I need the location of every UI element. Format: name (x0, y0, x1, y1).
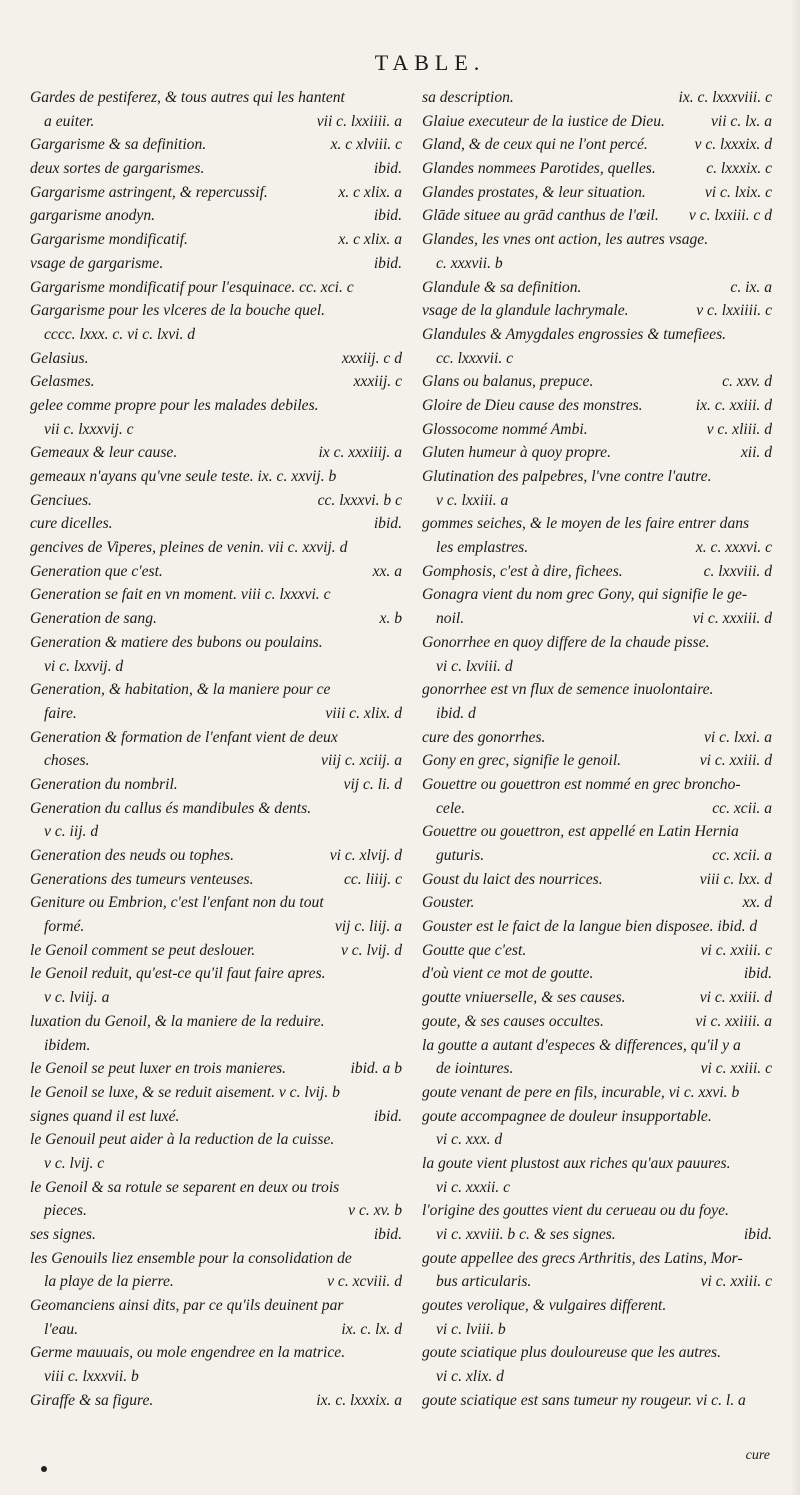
index-entry-reference: vii c. lxxiiii. a (316, 112, 402, 130)
index-entry-text: de iointures. (436, 1060, 514, 1078)
index-entry-reference: v c. xv. b (348, 1202, 402, 1220)
index-entry-reference: x. c xlix. a (338, 183, 402, 201)
index-entry (422, 749, 772, 773)
index-entry (422, 655, 772, 679)
index-entry-text: Goust du laict des nourrices. (422, 870, 603, 888)
index-entry-text: gencives de Viperes, pleines de venin. vii c. xxvij. d (30, 539, 348, 557)
index-entry-text: c. xxxvii. b (436, 254, 503, 272)
index-entry-reference: v c. lxxxix. d (694, 136, 772, 154)
index-entry (422, 110, 772, 134)
index-entry-text: faire. (44, 704, 77, 722)
index-entry-text: Gargarisme astringent, & repercussif. (30, 183, 268, 201)
index-entry-text: Gouettre ou gouettron, est appellé en Latin Hernia (422, 823, 739, 841)
index-entry-text: Geniture ou Embrion, c'est l'enfant non du tout (30, 894, 324, 912)
index-entry-text: Gouster est le faict de la langue bien disposee. ibid. d (422, 918, 758, 936)
index-entry (422, 820, 772, 844)
index-entry-text: Gomphosis, c'est à dire, fichees. (422, 562, 623, 580)
index-entry-reference: ix c. xxxiiij. a (318, 444, 402, 462)
index-entry-reference: vi c. lxxi. a (704, 728, 772, 746)
index-entry-text: luxation du Genoil, & la maniere de la reduire. (30, 1012, 325, 1030)
index-entry-text: vi c. lxxvij. d (44, 657, 124, 675)
index-entry (30, 276, 402, 300)
index-entry (422, 797, 772, 821)
index-entry-text: Gouster. (422, 894, 475, 912)
index-entry-text: Glaiue executeur de la iustice de Dieu. (422, 112, 665, 130)
index-entry-text: vi c. xxviii. b c. & ses signes. (436, 1226, 616, 1243)
index-entry-text: Generations des tumeurs venteuses. (30, 870, 254, 888)
index-entry (422, 939, 772, 963)
index-entry (422, 1081, 772, 1105)
index-entry (422, 536, 772, 560)
index-entry (422, 347, 772, 371)
index-entry (422, 1152, 772, 1176)
index-entry (422, 915, 772, 939)
index-entry (30, 252, 402, 276)
index-entry (422, 441, 772, 465)
index-entry-reference: x. c. xxxvi. c (695, 539, 772, 557)
index-entry-text: ses signes. (30, 1226, 96, 1243)
index-entry-text: guturis. (436, 847, 485, 864)
index-entry-text: vi c. xxxii. c (436, 1178, 511, 1196)
index-entry (422, 1318, 772, 1342)
index-entry (422, 726, 772, 750)
index-entry-reference: c. ix. a (730, 278, 772, 296)
index-entry (30, 1223, 402, 1247)
index-entry (422, 133, 772, 157)
index-entry (422, 962, 772, 986)
index-entry (30, 797, 402, 821)
index-entry-reference: c. lxxxix. c (706, 160, 772, 178)
index-entry-reference: vi c. xxiii. d (699, 752, 772, 770)
index-entry (30, 1034, 402, 1058)
index-entry (30, 773, 402, 797)
index-entry (30, 441, 402, 465)
index-entry (422, 157, 772, 181)
index-entry-text: signes quand il est luxé. (30, 1107, 180, 1125)
index-entry-reference: xxxiij. c d (341, 349, 402, 367)
index-entry (422, 1365, 772, 1389)
index-entry (422, 631, 772, 655)
index-entry (422, 1341, 772, 1365)
catchword: cure (745, 1448, 770, 1463)
index-entry-reference: vi c. xxiiii. a (695, 1012, 772, 1030)
index-entry-text: la playe de la pierre. (44, 1273, 174, 1291)
index-entry-reference: x. c xlix. a (338, 231, 402, 249)
index-entry-text: Gouettre ou gouettron est nommé en grec broncho- (422, 775, 741, 793)
index-entry (30, 1057, 402, 1081)
index-entry (422, 299, 772, 323)
index-entry (422, 891, 772, 915)
index-entry-text: le Genoil comment se peut deslouer. (30, 941, 256, 959)
index-entry (422, 702, 772, 726)
index-entry (30, 1010, 402, 1034)
index-entry-reference: viij c. xciij. a (321, 752, 402, 770)
index-entry (30, 465, 402, 489)
index-entry-reference: c. lxxviii. d (703, 562, 772, 580)
index-entry (422, 1270, 772, 1294)
index-entry (30, 560, 402, 584)
index-entry-text: goute sciatique plus douloureuse que les autres. (422, 1344, 721, 1362)
index-entry-reference: cc. xcii. a (712, 847, 772, 864)
index-entry (30, 370, 402, 394)
index-entry-text: les Genouils liez ensemble pour la consolidation de (30, 1249, 352, 1267)
index-entry-reference: xxxiij. c (353, 373, 402, 391)
index-entry (30, 489, 402, 513)
index-entry (422, 560, 772, 584)
index-entry (30, 678, 402, 702)
index-entry (30, 394, 402, 418)
index-entry (422, 1389, 772, 1413)
index-entry (30, 583, 402, 607)
index-entry-text: goute sciatique est sans tumeur ny rougeur. vi c. l. a (422, 1391, 746, 1409)
index-entry-text: Gonorrhee en quoy differe de la chaude pisse. (422, 633, 710, 651)
index-entry-text: cure des gonorrhes. (422, 728, 546, 746)
index-entry (30, 607, 402, 631)
index-entry (30, 1176, 402, 1200)
index-entry-text: Generation & formation de l'enfant vient de deux (30, 728, 338, 746)
index-entry-text: Gluten humeur à quoy propre. (422, 444, 611, 462)
index-entry-text: Generation, & habitation, & la maniere pour ce (30, 681, 331, 699)
index-entry-text: vi c. lxviii. d (436, 657, 513, 675)
index-entry (422, 986, 772, 1010)
index-entry-text: Glutination des palpebres, l'vne contre l'autre. (422, 468, 712, 485)
index-entry (30, 939, 402, 963)
index-entry-text: gargarisme anodyn. (30, 207, 156, 225)
index-entry-text: Generation du callus és mandibules & dents. (30, 799, 312, 817)
index-entry-text: goute appellee des grecs Arthritis, des Latins, Mor- (422, 1249, 743, 1267)
index-entry (30, 347, 402, 371)
index-entry-text: pieces. (44, 1202, 87, 1220)
index-entry-text: le Genoil & sa rotule se separent en deux ou trois (30, 1178, 340, 1196)
index-entry (30, 655, 402, 679)
index-entry-reference: ix. c. lxxxix. a (316, 1391, 402, 1409)
index-entry (30, 1318, 402, 1342)
index-entry-reference: xx. a (372, 562, 402, 580)
index-entry (30, 1270, 402, 1294)
index-entry-text: choses. (44, 752, 90, 770)
index-entry (30, 110, 402, 134)
index-entry (30, 631, 402, 655)
index-entry (422, 1010, 772, 1034)
index-entry-text: sa description. (422, 89, 514, 106)
index-entry-reference: xx. d (742, 894, 772, 912)
index-entry (422, 252, 772, 276)
index-entry (422, 1057, 772, 1081)
index-entry-text: Gony en grec, signifie le genoil. (422, 752, 622, 770)
index-entry-reference: v c. lxxiii. c d (688, 207, 772, 225)
index-entry-text: Germe mauuais, ou mole engendree en la matrice. (30, 1344, 346, 1362)
index-entry-reference: c. xxv. d (722, 373, 772, 391)
index-entry-text: goute venant de pere en fils, incurable, vi c. xxvi. b (422, 1083, 740, 1101)
index-entry (422, 489, 772, 513)
index-entry (30, 891, 402, 915)
index-entry-reference: ibid. (373, 1226, 402, 1243)
page-title: TABLE. (374, 50, 486, 75)
index-entry (30, 1389, 402, 1413)
index-entry (30, 986, 402, 1010)
index-entry-text: cc. lxxxvii. c (436, 349, 514, 367)
index-entry (30, 1105, 402, 1129)
index-entry-reference: ibid. (373, 160, 402, 178)
index-entry (422, 1128, 772, 1152)
index-entry-text: Gelasmes. (30, 373, 95, 391)
index-entry (30, 702, 402, 726)
index-entry (30, 157, 402, 181)
index-entry-text: le Genoil reduit, qu'est-ce qu'il faut faire apres. (30, 965, 326, 983)
index-entry (422, 1199, 772, 1223)
index-entry-text: Gloire de Dieu cause des monstres. (422, 396, 643, 414)
index-entry-text: v c. lxxiii. a (436, 491, 509, 509)
index-entry-text: formé. (44, 918, 85, 936)
index-column-right (422, 86, 772, 1413)
index-entry (422, 323, 772, 347)
index-entry-reference: vi c. xlvij. d (329, 847, 402, 864)
index-entry-reference: vi c. xxiii. c (700, 1273, 772, 1291)
index-entry-text: viii c. lxxxvii. b (44, 1368, 139, 1386)
index-entry-reference: v c. xcviii. d (327, 1273, 402, 1291)
index-entry-reference: cc. lxxxvi. b c (317, 491, 402, 509)
index-entry (30, 844, 402, 868)
index-entry (422, 86, 772, 110)
index-entry-text: ibidem. (44, 1036, 91, 1054)
index-entry-reference: vi c. xxiii. c (700, 941, 772, 959)
index-entry (30, 726, 402, 750)
index-entry-reference: vi c. lxix. c (704, 183, 772, 201)
index-entry-text: Giraffe & sa figure. (30, 1391, 154, 1409)
index-entry (30, 962, 402, 986)
index-entry-reference: viii c. xlix. d (325, 704, 402, 722)
index-entry-text: Glāde situee au grād canthus de l'œil. (422, 207, 659, 225)
index-entry-text: cele. (436, 799, 465, 817)
index-entry (30, 1081, 402, 1105)
index-entry (30, 181, 402, 205)
index-entry-text: vsage de gargarisme. (30, 254, 164, 272)
index-entry-text: gelee comme propre pour les malades debiles. (30, 396, 319, 414)
index-entry (30, 1365, 402, 1389)
index-entry (30, 512, 402, 536)
page-edge-shadow (790, 0, 800, 1495)
index-entry-text: d'où vient ce mot de goutte. (422, 965, 594, 983)
index-entry-text: Glandules & Amygdales engrossies & tumefiees. (422, 325, 727, 343)
index-entry (30, 1341, 402, 1365)
index-entry-text: l'origine des gouttes vient du cerueau ou du foye. (422, 1202, 729, 1220)
index-column-left (30, 86, 402, 1413)
index-entry-text: Goutte que c'est. (422, 941, 527, 959)
index-entry (30, 1199, 402, 1223)
index-entry-text: Glossocome nommé Ambi. (422, 420, 588, 438)
index-entry-text: ibid. d (436, 704, 476, 722)
index-entry-text: Gargarisme pour les vlceres de la bouche quel. (30, 302, 326, 320)
index-entry (422, 1223, 772, 1247)
index-entry-reference: v c. lvij. d (340, 941, 402, 959)
index-entry-text: Generation du nombril. (30, 775, 178, 793)
index-entry-reference: ibid. (373, 254, 402, 272)
index-entry-text: Gonagra vient du nom grec Gony, qui signifie le ge- (422, 586, 748, 604)
index-entry-reference: ibid. a b (350, 1060, 402, 1078)
index-entry-text: vi c. xxx. d (436, 1131, 503, 1149)
index-entry-text: Generation des neuds ou tophes. (30, 847, 234, 864)
index-entry-text: le Genoil se luxe, & se reduit aisement. v c. lvij. b (30, 1083, 340, 1101)
index-entry (422, 512, 772, 536)
index-entry-text: gommes seiches, & le moyen de les faire entrer dans (422, 515, 750, 533)
index-entry (422, 868, 772, 892)
index-entry-text: Glandes prostates, & leur situation. (422, 183, 646, 201)
ink-dot (41, 1466, 47, 1472)
index-entry (30, 86, 402, 110)
index-entry (422, 418, 772, 442)
index-entry-text: Genciues. (30, 491, 92, 509)
index-entry-reference: ibid. (743, 1226, 772, 1243)
index-entry-text: a euiter. (44, 112, 95, 130)
index-entry-reference: v c. xliii. d (706, 420, 772, 438)
index-entry-text: vii c. lxxxvij. c (44, 420, 134, 438)
index-entry (30, 1294, 402, 1318)
index-entry (422, 228, 772, 252)
index-entry (30, 1128, 402, 1152)
index-entry-text: l'eau. (44, 1320, 79, 1338)
index-entry (422, 276, 772, 300)
index-entry-reference: vij c. li. d (343, 775, 402, 793)
index-entry-text: Glandes, les vnes ont action, les autres vsage. (422, 231, 709, 249)
index-entry (422, 583, 772, 607)
index-entry (422, 204, 772, 228)
index-entry (422, 465, 772, 489)
index-entry (30, 228, 402, 252)
index-entry (422, 394, 772, 418)
index-entry (30, 1152, 402, 1176)
index-entry-text: Generation que c'est. (30, 562, 163, 580)
index-entry-text: Gardes de pestiferez, & tous autres qui les hantent (30, 89, 345, 106)
index-entry-reference: cc. liiij. c (343, 870, 402, 888)
index-entry (422, 607, 772, 631)
index-entry-text: vi c. lviii. b (436, 1320, 506, 1338)
index-entry-text: Generation se fait en vn moment. viii c. lxxxvi. c (30, 586, 331, 604)
index-entry-text: goute accompagnee de douleur insupportable. (422, 1107, 712, 1125)
index-entry (422, 1176, 772, 1200)
index-entry-text: goutes verolique, & vulgaires different. (422, 1297, 667, 1315)
index-entry-text: le Genoil se peut luxer en trois manieres. (30, 1060, 287, 1078)
index-entry-text: Gemeaux & leur cause. (30, 444, 178, 462)
index-entry (422, 773, 772, 797)
index-entry-text: Generation & matiere des bubons ou poulains. (30, 633, 323, 651)
index-entry (422, 1034, 772, 1058)
index-entry-text: noil. (436, 610, 465, 628)
index-entry-text: vsage de la glandule lachrymale. (422, 302, 629, 320)
index-entry-text: Glandule & sa definition. (422, 278, 582, 296)
index-entry-reference: xii. d (740, 444, 772, 462)
index-entry-text: Glans ou balanus, prepuce. (422, 373, 594, 391)
page-header (0, 50, 800, 76)
index-entry-text: la goutte a autant d'especes & differences, qu'il y a (422, 1036, 741, 1054)
index-entry-reference: ix. c. lxxxviii. c (678, 89, 772, 106)
index-entry-text: v c. iij. d (44, 823, 99, 841)
index-entry-reference: v c. lxxiiii. c (696, 302, 772, 320)
index-entry-reference: x. b (379, 610, 402, 628)
index-entry-reference: ix. c. lx. d (341, 1320, 402, 1338)
index-entry-text: les emplastres. (436, 539, 529, 557)
index-entry-text: Gelasius. (30, 349, 89, 367)
index-entry-reference: ibid. (373, 1107, 402, 1125)
index-entry (422, 844, 772, 868)
index-entry (422, 1294, 772, 1318)
index-entry (422, 678, 772, 702)
index-entry (422, 181, 772, 205)
index-entry-reference: ix. c. xxiii. d (695, 396, 772, 414)
index-entry-text: bus articularis. (436, 1273, 532, 1291)
index-entry-text: cure dicelles. (30, 515, 113, 533)
index-entry (30, 133, 402, 157)
index-entry-text: Gargarisme & sa definition. (30, 136, 207, 154)
index-entry-reference: ibid. (373, 207, 402, 225)
index-entry-reference: vi c. xxiii. d (699, 989, 772, 1007)
index-entry (30, 204, 402, 228)
index-entry (30, 915, 402, 939)
index-entry-reference: vi c. xxiii. c (700, 1060, 772, 1078)
index-entry-text: Geomanciens ainsi dits, par ce qu'ils deuinent par (30, 1297, 344, 1315)
index-entry (30, 1247, 402, 1271)
index-entry-text: le Genouil peut aider à la reduction de la cuisse. (30, 1131, 335, 1149)
index-entry (30, 749, 402, 773)
index-entry (30, 299, 402, 323)
index-entry (30, 418, 402, 442)
index-entry-reference: ibid. (373, 515, 402, 533)
index-entry-text: Gland, & de ceux qui ne l'ont percé. (422, 136, 648, 154)
index-entry-reference: cc. xcii. a (712, 799, 772, 817)
index-entry-reference: vii c. lx. a (710, 112, 772, 130)
index-entry-text: cccc. lxxx. c. vi c. lxvi. d (44, 325, 196, 343)
index-entry-text: v c. lviij. a (44, 989, 110, 1007)
index-entry-reference: ibid. (743, 965, 772, 983)
index-entry-text: Gargarisme mondificatif. (30, 231, 188, 249)
index-entry (422, 1105, 772, 1129)
index-entry-text: gonorrhee est vn flux de semence inuolontaire. (422, 681, 714, 699)
index-entry (30, 868, 402, 892)
index-entry-reference: vi c. xxxiii. d (692, 610, 772, 628)
index-entry (30, 820, 402, 844)
index-entry-text: v c. lvij. c (44, 1154, 105, 1172)
index-entry-reference: viii c. lxx. d (699, 870, 772, 888)
index-entry-text: goute, & ses causes occultes. (422, 1012, 604, 1030)
index-entry-text: deux sortes de gargarismes. (30, 160, 205, 178)
index-entry (422, 370, 772, 394)
index-entry (422, 1247, 772, 1271)
index-entry-text: la goute vient plustost aux riches qu'aux pauures. (422, 1154, 731, 1172)
index-entry (30, 536, 402, 560)
index-entry-text: vi c. xlix. d (436, 1368, 504, 1386)
index-entry (30, 323, 402, 347)
index-entry-reference: x. c xlviii. c (330, 136, 402, 154)
index-entry-reference: vij c. liij. a (334, 918, 402, 936)
index-entry-text: Glandes nommees Parotides, quelles. (422, 160, 656, 178)
index-entry-text: Generation de sang. (30, 610, 157, 628)
index-entry-text: goutte vniuerselle, & ses causes. (422, 989, 626, 1007)
index-entry-text: gemeaux n'ayans qu'vne seule teste. ix. c. xxvij. b (30, 468, 337, 485)
index-entry-text: Gargarisme mondificatif pour l'esquinace. cc. xci. c (30, 278, 354, 296)
